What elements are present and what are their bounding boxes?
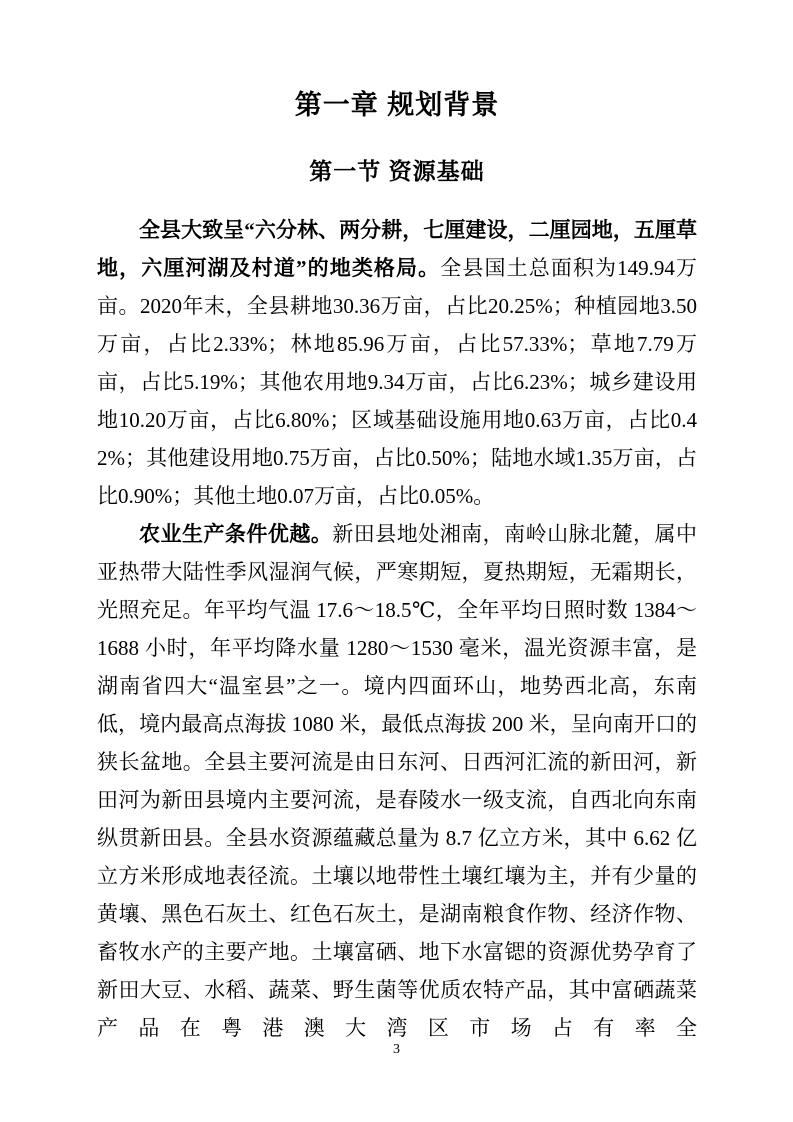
chapter-title: 第一章 规划背景 (294, 90, 500, 120)
section-title: 第一节 资源基础 (309, 158, 485, 184)
paragraph-agricultural-conditions-text: 新田县地处湘南，南岭山脉北麓，属中亚热带大陆性季风湿润气候，严寒期短，夏热期短，无霜期长，光照充足。年平均气温 17.6～18.5℃，全年平均日照时数 1384～1688 小时，年平均降水量 1280～1530 毫米，温光资源丰富，是湖南省四大“温室县”之一。境内四面环山，地势西北高，东南低，境内最高点海拔 1080 米，最低点海拔 200 米，呈向南开口的狭长盆地。全县主要河流是由日东河、日西河汇流的新田河，新田河为新田县境内主要河流，是春陵水一级支流，自西北向东南纵贯新田县。全县水资源蕴藏总量为 8.7 亿立方米，其中 6.62 亿立方米形成地表径流。土壤以地带性土壤红壤为主，并有少量的黄壤、黑色石灰土、红色石灰土，是湖南粮食作物、经济作物、畜牧水产的主要产地。土壤富硒、地下水富锶的资源优势孕育了新田大豆、水稻、蔬菜、野生菌等优质农特产品，其中富硒蔬菜产品在粤港澳大湾区市场占有率全 (97, 522, 698, 1040)
paragraph-agricultural-conditions-bold-lead: 农业生产条件优越。 (139, 522, 333, 546)
page-number: 3 (393, 1042, 400, 1057)
paragraph-land-use-pattern-bold-lead: 全县大致呈“六分林、两分耕，七厘建设，二厘园地，五厘草地，六厘河湖及村道”的地类格局。 (97, 218, 697, 280)
paragraph-land-use-pattern-text: 全县国土总面积为149.94万亩。2020年末，全县耕地30.36万亩，占比20.25%；种植园地3.50万亩，占比2.33%；林地85.96万亩，占比57.33%；草地7.79万亩，占比5.19%；其他农用地9.34万亩，占比6.23%；城乡建设用地10.20万亩，占比6.80%；区域基础设施用地0.63万亩，占比0.42%；其他建设用地0.75万亩，占比0.50%；陆地水域1.35万亩，占比0.90%；其他土地0.07万亩，占比0.05%。 (97, 256, 698, 508)
paragraph-land-use-pattern (97, 211, 697, 515)
paragraph-agricultural-conditions (97, 515, 697, 1047)
